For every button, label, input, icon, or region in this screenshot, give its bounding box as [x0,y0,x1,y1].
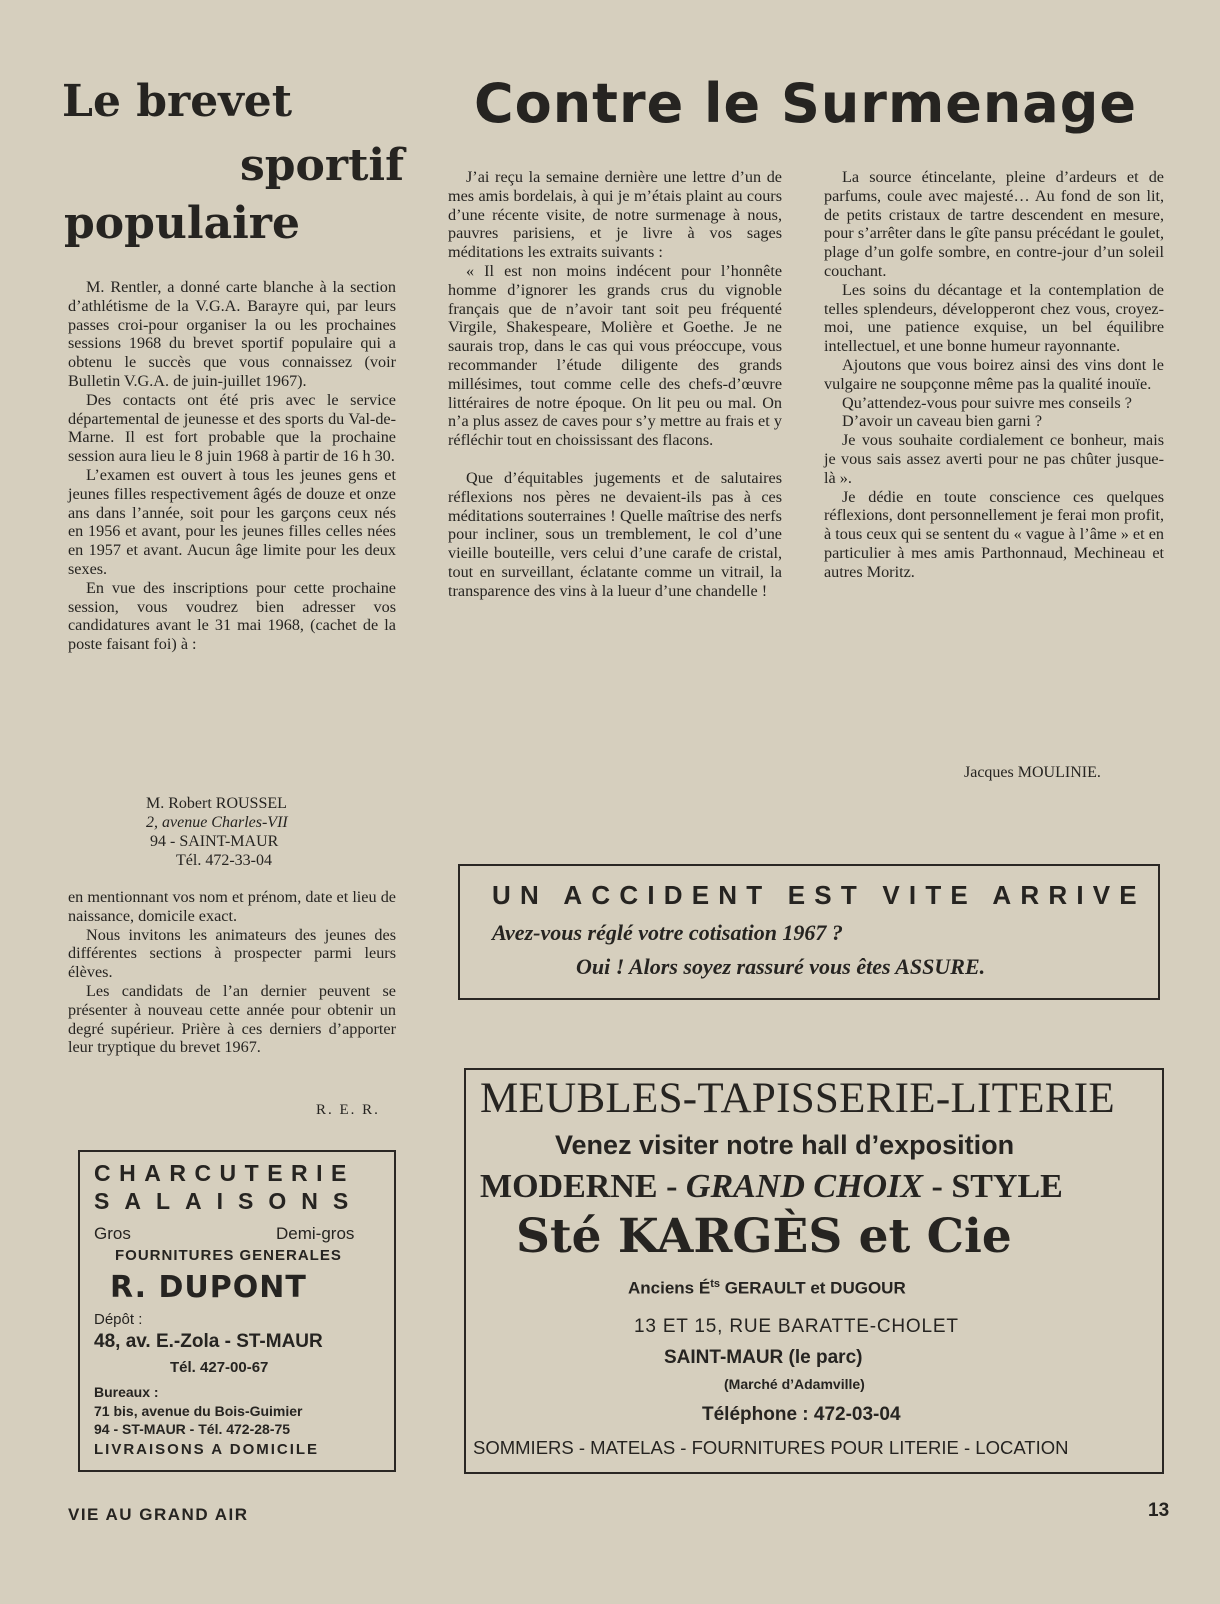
surmenage-signature: Jacques MOULINIE. [964,764,1101,781]
brevet-address-block [146,794,386,870]
paragraph: J’ai reçu la semaine dernière une lettre d’un de mes amis bordelais, à qui je m’étais plaint au cours d’une récente visite, de notre surmenage à nous, pauvres parisiens, et je livre à vos sages méditations les extraits suivants : [448,168,782,262]
anciens-suffix: GERAULT et DUGOUR [719,1278,906,1298]
meubles-street: 13 ET 15, RUE BARATTE-CHOLET [634,1316,959,1337]
paragraph: M. Rentler, a donné carte blanche à la section d’athlétisme de la V.G.A. Barayre qui, par leurs passes croi-pour organiser la ou les prochaines sessions 1968 du brevet sportif populaire qui a obtenu le succès que vous connaissez (voir Bulletin V.G.A. de juin-juillet 1967). [68,278,396,390]
brevet-title-line-1: Le brevet [62,76,293,127]
meubles-marche: (Marché d’Adamville) [724,1376,865,1392]
paragraph: Je vous souhaite cordialement ce bonheur, mais je vous sais assez averti pour ne pas chûter jusque-là ». [824,431,1164,487]
surmenage-column-2 [824,168,1164,582]
meubles-items: SOMMIERS - MATELAS - FOURNITURES POUR LITERIE - LOCATION [473,1437,1069,1458]
grand-choix-text: GRAND CHOIX [685,1168,923,1205]
depot-label: Dépôt : [94,1311,143,1328]
paragraph: en mentionnant vos nom et prénom, date et lieu de naissance, domicile exact. [68,888,396,925]
charcuterie-title: CHARCUTERIE [94,1160,355,1186]
address-street: 2, avenue Charles-VII [146,814,288,831]
address-city: 94 - SAINT-MAUR [150,833,279,850]
bureaux-label: Bureaux : [94,1384,159,1400]
brevet-signature: R. E. R. [316,1102,380,1118]
paragraph: D’avoir un caveau bien garni ? [842,412,1043,431]
fournitures-label: FOURNITURES GENERALES [115,1247,342,1264]
paragraph: Ajoutons que vous boirez ainsi des vins dont le vulgaire ne soupçonne même pas la qualité inouïe. [824,355,1164,393]
depot-telephone: Tél. 427-00-67 [170,1359,269,1376]
brevet-title-line-2: sportif [240,140,405,191]
demi-gros-label: Demi-gros [276,1224,355,1243]
meubles-telephone: Téléphone : 472-03-04 [702,1404,901,1425]
moderne-text: MODERNE [480,1168,658,1205]
bureaux-city-telephone: 94 - ST-MAUR - Tél. 472-28-75 [94,1421,291,1437]
anciens-prefix: Anciens É [628,1278,711,1298]
paragraph: Nous invitons les animateurs des jeunes des différentes sections à prospecter parmi leurs élèves. [68,925,396,982]
livraisons-label: LIVRAISONS A DOMICILE [94,1441,320,1458]
paragraph: En vue des inscriptions pour cette prochaine session, vous voudrez bien adresser vos candidatures avant le 31 mai 1968, (cachet de la poste faisant foi) à : [68,578,396,654]
brevet-body-part-2 [68,888,396,1057]
address-tel: Tél. 472-33-04 [176,852,272,869]
paragraph: Les candidats de l’an dernier peuvent se présenter à nouveau cette année pour obtenir un degré supérieur. Prière à ces derniers d’apporter leur tryptique du brevet 1967. [68,981,396,1057]
salaisons-title: SALAISONS [94,1188,364,1214]
page-number: 13 [1148,1500,1170,1521]
accident-answer: Oui ! Alors soyez rassuré vous êtes ASSURE. [576,954,986,979]
paragraph: La source étincelante, pleine d’ardeurs et de parfums, coule avec majesté… Au fond de son lit, de petits cristaux de tartre descendent en mesure, pour s’arrêter dans le gîte pansu précédant le goulet, plage d’un golfe sombre, en contre-jour d’un soleil couchant. [824,168,1164,280]
style-text: STYLE [951,1168,1063,1205]
meubles-company-name: Sté KARGÈS et Cie [516,1209,1012,1264]
charcuterie-owner-name: R. DUPONT [110,1270,307,1305]
paragraph: Qu’attendez-vous pour suivre mes conseils ? [842,393,1132,412]
meubles-title: MEUBLES-TAPISSERIE-LITERIE [480,1075,1115,1122]
publication-name: VIE AU GRAND AIR [68,1505,249,1524]
paragraph: « Il est non moins indécent pour l’honnête homme d’ignorer les grands crus du vignoble français que de n’avoir tant soit peu fréquenté Virgile, Shakespeare, Molière et Goethe. Je ne saurais trop, dans le cas qui vous préoccupe, vous recommander l’étude diligente des grands millésimes, tout comme celle des chefs-d’œuvre littéraires de notre époque. On lit peu ou mal. On n’a plus assez de caves pour s’y mettre au frais et y réfléchir tout en choississant des flacons. [448,261,782,450]
meubles-visit-line: Venez visiter notre hall d’exposition [555,1130,1015,1160]
paragraph: Que d’équitables jugements et de salutaires réflexions nos pères ne devaient-ils pas à ces méditations souterraines ! Quelle maîtrise des nerfs pour incliner, sous un tremblement, le col d’une vieille bouteille, vers celui d’une carafe de cristal, tout en surveillant, éclatante comme un vitrail, la transparence des vins à la lueur d’une chandelle ! [448,468,782,600]
bureaux-address: 71 bis, avenue du Bois-Guimier [94,1403,303,1419]
anciens-sup: ts [710,1278,720,1290]
meubles-style-line: MODERNE - GRAND CHOIX - STYLE [480,1168,1063,1205]
surmenage-column-1 [448,168,782,601]
brevet-body-part-1 [68,278,396,654]
meubles-city: SAINT-MAUR (le parc) [664,1347,863,1368]
paragraph: Je dédie en toute conscience ces quelques réflexions, dont personnellement je ferai mon profit, à tous ceux qui se sentent du « vague à l’âme » et en particulier à mes amis Parthonnaud, Mechineau et autres Moritz. [824,487,1164,581]
paragraph: Les soins du décantage et la contemplation de telles splendeurs, développeront chez vous, croyez-moi, une patience exquise, un bel équilibre intellectuel, et une bonne humeur rayonnante. [824,280,1164,356]
paragraph: L’examen est ouvert à tous les jeunes gens et jeunes filles respectivement âgés de douze et onze ans dans l’année, soit pour les garçons ceux nés en 1956 et avant, pour les jeunes filles celles nées en 1957 et avant. Aucun âge limite pour les deux sexes. [68,465,396,578]
accident-question: Avez-vous réglé votre cotisation 1967 ? [492,920,843,945]
accident-headline: UN ACCIDENT EST VITE ARRIVE [492,880,1146,910]
paragraph: Des contacts ont été pris avec le service départemental de jeunesse et des sports du Val-de-Marne. Il est fort probable que la prochaine session aura lieu le 8 juin 1968 à partir de 16 h 30. [68,390,396,466]
gros-label: Gros [94,1224,131,1243]
meubles-anciens-line [628,1278,906,1299]
depot-address: 48, av. E.-Zola - ST-MAUR [94,1331,323,1352]
address-name: M. Robert ROUSSEL [146,795,287,812]
brevet-title-line-3: populaire [64,198,300,249]
surmenage-title: Contre le Surmenage [474,72,1137,135]
